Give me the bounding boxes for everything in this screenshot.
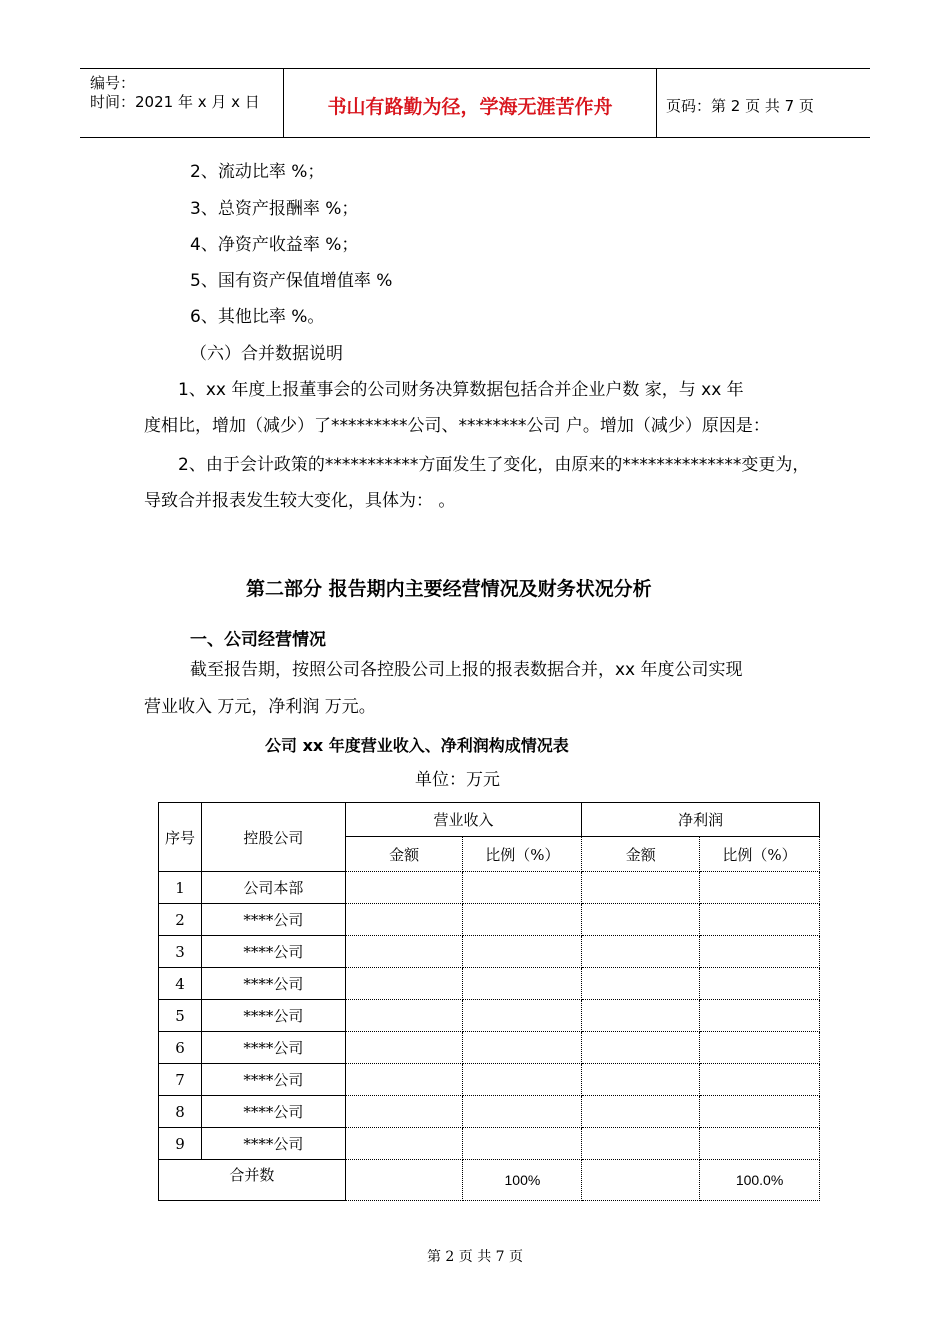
table-row	[159, 968, 820, 1000]
total-revenue-ratio: 100%	[463, 1160, 582, 1201]
table-row	[159, 1096, 820, 1128]
section6-title: （六）合并数据说明	[190, 344, 343, 364]
header-seq: 序号	[159, 803, 202, 872]
header-motto: 书山有路勤为径，学海无涯苦作舟	[327, 96, 613, 118]
row-seq: 9	[159, 1128, 202, 1160]
row-revenue-amount	[345, 904, 463, 936]
section6-para2-line2: 导致合并报表发生较大变化，具体为： 。	[144, 491, 456, 511]
row-profit-amount	[582, 968, 700, 1000]
row-revenue-amount	[345, 968, 463, 1000]
header-right-cell	[657, 69, 870, 137]
row-revenue-ratio	[463, 872, 582, 904]
table-row	[159, 936, 820, 968]
table-row	[159, 1128, 820, 1160]
row-profit-amount	[582, 1032, 700, 1064]
doc-time-label: 时间：2021 年 x 月 x 日	[90, 93, 260, 111]
row-profit-ratio	[700, 1096, 820, 1128]
row-seq: 2	[159, 904, 202, 936]
row-revenue-ratio	[463, 1064, 582, 1096]
row-revenue-ratio	[463, 904, 582, 936]
ratio-item: 2、流动比率 %；	[190, 162, 325, 182]
row-profit-amount	[582, 904, 700, 936]
row-seq: 7	[159, 1064, 202, 1096]
subheader-revenue-amount: 金额	[345, 837, 463, 872]
table-title: 公司 xx 年度营业收入、净利润构成情况表	[265, 736, 569, 755]
row-company: ****公司	[201, 904, 345, 936]
row-revenue-ratio	[463, 1000, 582, 1032]
row-revenue-amount	[345, 936, 463, 968]
doc-number-label: 编号：	[90, 74, 136, 92]
header-page-info: 页码：第 2 页 共 7 页	[666, 97, 814, 115]
row-revenue-amount	[345, 1096, 463, 1128]
row-revenue-ratio	[463, 1032, 582, 1064]
row-seq: 6	[159, 1032, 202, 1064]
row-seq: 4	[159, 968, 202, 1000]
ratio-item: 6、其他比率 %。	[190, 307, 325, 327]
row-profit-ratio	[700, 872, 820, 904]
row-profit-ratio	[700, 1128, 820, 1160]
row-company: ****公司	[201, 1128, 345, 1160]
section6-para1-line2: 度相比，增加（减少）了*********公司、********公司 户。增加（减少）原因是：	[144, 416, 770, 436]
row-revenue-ratio	[463, 1096, 582, 1128]
subheader-profit-ratio: 比例（%）	[700, 837, 820, 872]
row-seq: 3	[159, 936, 202, 968]
row-profit-amount	[582, 1000, 700, 1032]
subheader-profit-amount: 金额	[582, 837, 700, 872]
total-label: 合并数	[159, 1160, 346, 1201]
table-header-row	[159, 803, 820, 837]
row-profit-amount	[582, 936, 700, 968]
header-left-cell	[80, 69, 283, 137]
row-company: ****公司	[201, 1032, 345, 1064]
row-profit-ratio	[700, 1064, 820, 1096]
table-row	[159, 904, 820, 936]
row-profit-ratio	[700, 936, 820, 968]
row-revenue-ratio	[463, 936, 582, 968]
row-profit-ratio	[700, 904, 820, 936]
row-seq: 5	[159, 1000, 202, 1032]
part2-para-line2: 营业收入 万元，净利润 万元。	[144, 697, 376, 717]
row-company: ****公司	[201, 1096, 345, 1128]
row-profit-amount	[582, 872, 700, 904]
row-profit-ratio	[700, 1000, 820, 1032]
section6-para2-line1: 2、由于会计政策的***********方面发生了变化，由原来的**************变更为，	[178, 455, 810, 475]
row-company: 公司本部	[201, 872, 345, 904]
row-profit-ratio	[700, 1032, 820, 1064]
table-row	[159, 872, 820, 904]
row-revenue-amount	[345, 872, 463, 904]
row-revenue-ratio	[463, 1128, 582, 1160]
total-revenue-amount	[345, 1160, 463, 1201]
header-motto-cell	[283, 69, 657, 137]
table-total-row	[159, 1160, 820, 1201]
total-profit-ratio: 100.0%	[700, 1160, 820, 1201]
row-seq: 1	[159, 872, 202, 904]
part2-title: 第二部分 报告期内主要经营情况及财务状况分析	[246, 578, 652, 600]
row-profit-ratio	[700, 968, 820, 1000]
section6-para1-line1: 1、xx 年度上报董事会的公司财务决算数据包括合并企业户数 家，与 xx 年	[178, 380, 744, 400]
revenue-profit-table	[158, 802, 820, 1201]
ratio-item: 4、净资产收益率 %；	[190, 235, 359, 255]
ratio-item: 3、总资产报酬率 %；	[190, 199, 359, 219]
row-company: ****公司	[201, 1000, 345, 1032]
row-seq: 8	[159, 1096, 202, 1128]
row-revenue-ratio	[463, 968, 582, 1000]
header-profit: 净利润	[582, 803, 820, 837]
row-profit-amount	[582, 1064, 700, 1096]
row-revenue-amount	[345, 1032, 463, 1064]
row-revenue-amount	[345, 1000, 463, 1032]
table-row	[159, 1000, 820, 1032]
part2-para-line1: 截至报告期，按照公司各控股公司上报的报表数据合并，xx 年度公司实现	[190, 660, 743, 680]
row-company: ****公司	[201, 936, 345, 968]
row-company: ****公司	[201, 968, 345, 1000]
header-company: 控股公司	[201, 803, 345, 872]
page-header	[80, 68, 870, 138]
row-company: ****公司	[201, 1064, 345, 1096]
table-unit: 单位：万元	[415, 770, 500, 790]
row-profit-amount	[582, 1128, 700, 1160]
ratio-item: 5、国有资产保值增值率 %	[190, 271, 393, 291]
row-revenue-amount	[345, 1128, 463, 1160]
row-profit-amount	[582, 1096, 700, 1128]
row-revenue-amount	[345, 1064, 463, 1096]
header-revenue: 营业收入	[345, 803, 582, 837]
page-footer: 第 2 页 共 7 页	[426, 1249, 524, 1265]
total-profit-amount	[582, 1160, 700, 1201]
table-row	[159, 1032, 820, 1064]
subheader-revenue-ratio: 比例（%）	[463, 837, 582, 872]
part2-subtitle: 一、公司经营情况	[190, 630, 326, 650]
table-row	[159, 1064, 820, 1096]
